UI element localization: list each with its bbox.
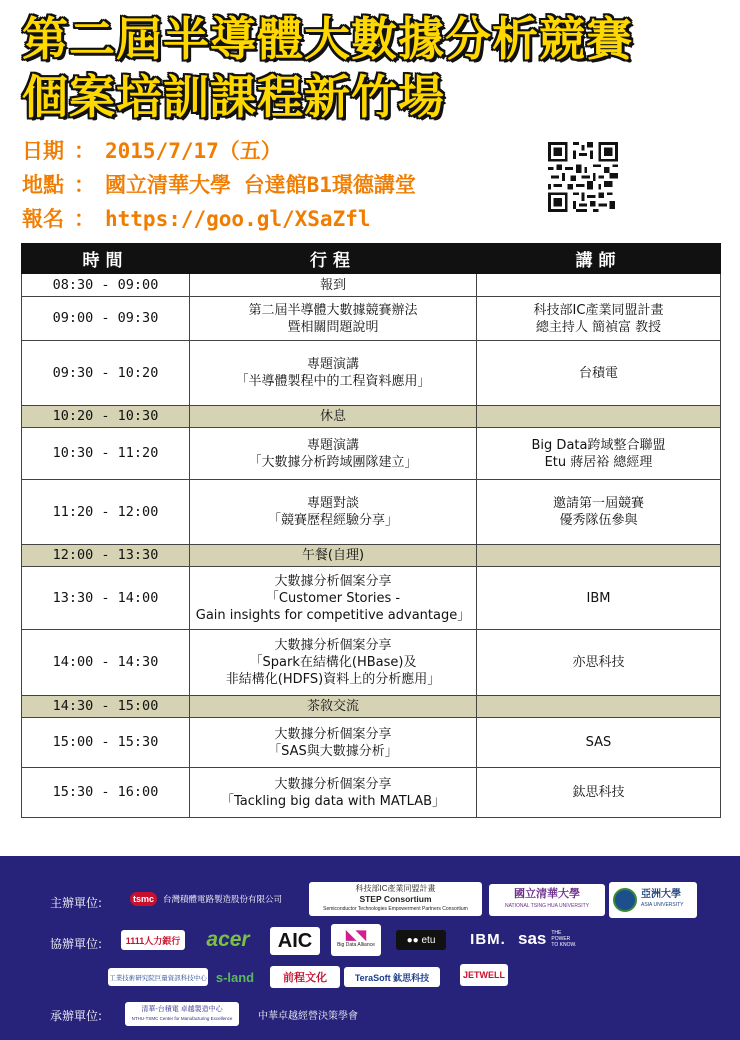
speaker-line: Etu 蔣居裕 總經理: [544, 454, 653, 470]
sas-name: sas: [518, 929, 547, 948]
step-sub: Semiconductor Technologies Empowerment Partners Consortium: [323, 906, 468, 912]
sas-tagline: THE POWER TO KNOW.: [551, 930, 577, 948]
nthu-en: NATIONAL TSING HUA UNIVERSITY: [504, 903, 590, 909]
table-row: [22, 480, 721, 545]
break-row: [22, 545, 721, 567]
aic-logo[interactable]: AIC: [270, 927, 320, 955]
speaker-line: 科技部IC產業同盟計畫: [533, 302, 664, 318]
co-organizer-label: 協辦單位:: [50, 937, 103, 951]
program-line: 「半導體製程中的工程資料應用」: [235, 374, 431, 389]
program-line: 「Customer Stories -: [265, 590, 401, 606]
asia-seal-icon: [613, 888, 637, 912]
header-speaker: 講師: [477, 244, 721, 274]
date-value: 2015/7/17（五）: [105, 139, 282, 163]
asia-en: ASIA UNIVERSITY: [641, 902, 684, 908]
program-cell: [190, 274, 477, 297]
nthu-logo[interactable]: [489, 884, 605, 916]
signup-label: 報名: [22, 207, 64, 231]
program-line: 茶敘交流: [306, 699, 359, 714]
table-row: [22, 297, 721, 341]
asia-name: 亞洲大學: [641, 889, 681, 900]
speaker-cell: [477, 630, 721, 696]
speaker-cell: [477, 567, 721, 630]
step-consortium-logo[interactable]: [309, 882, 482, 916]
date-label: 日期: [22, 139, 64, 163]
step-title: 科技部IC產業同盟計畫: [355, 884, 436, 893]
program-cell: [190, 341, 477, 406]
speaker-line: SAS: [585, 735, 612, 750]
speaker-line: 優秀隊伍參與: [559, 513, 638, 528]
time-cell: 11:20 - 12:00: [22, 480, 190, 545]
jetwell-logo[interactable]: JETWELL: [460, 964, 508, 986]
acer-logo[interactable]: acer: [206, 928, 250, 951]
bda-name: Big Data Alliance: [337, 942, 375, 948]
time-cell: 12:00 - 13:30: [22, 545, 190, 567]
terasoft-logo[interactable]: TeraSoft 鈦思科技: [344, 967, 440, 987]
time-cell: 15:00 - 15:30: [22, 718, 190, 768]
table-row: [22, 630, 721, 696]
ibm-logo[interactable]: IBM.: [470, 930, 506, 948]
program-cell: [190, 768, 477, 818]
colon: ：: [74, 173, 95, 197]
speaker-cell: [477, 428, 721, 480]
speaker-cell: [477, 696, 721, 718]
program-cell: [190, 567, 477, 630]
speaker-cell: [477, 406, 721, 428]
program-line: 「Spark在結構化(HBase)及: [249, 655, 417, 670]
program-line: 暨相關問題說明: [287, 319, 379, 335]
speaker-cell: [477, 297, 721, 341]
nthu-name: 國立清華大學: [514, 888, 580, 900]
speaker-line: 總主持人 簡禎富 教授: [535, 319, 662, 335]
program-cell: [190, 480, 477, 545]
program-line: 第二屆半導體大數據競賽辦法: [248, 302, 418, 318]
qr-code-icon[interactable]: [548, 142, 618, 212]
tsmc-emblem-icon: tsmc: [130, 892, 157, 906]
break-row: [22, 696, 721, 718]
program-cell: [190, 696, 477, 718]
bda-emblem-icon: ◣◥: [346, 927, 366, 942]
program-line: 「SAS與大數據分析」: [268, 743, 398, 759]
speaker-line: Big Data跨域整合聯盟: [531, 437, 666, 453]
program-line: 專題演講: [306, 437, 359, 453]
speaker-cell: [477, 341, 721, 406]
program-cell: [190, 718, 477, 768]
colon: ：: [74, 139, 95, 163]
program-cell: [190, 428, 477, 480]
organizer-label: 主辦單位:: [50, 896, 103, 910]
program-line: 「競賽歷程經驗分享」: [267, 513, 398, 528]
schedule-table: [21, 243, 721, 818]
program-cell: [190, 630, 477, 696]
signup-row: [22, 202, 542, 236]
speaker-cell: [477, 718, 721, 768]
big-data-alliance-logo[interactable]: [331, 924, 381, 956]
program-line: 非結構化(HDFS)資料上的分析應用」: [225, 672, 441, 687]
table-row: [22, 341, 721, 406]
poster-title: [22, 10, 722, 126]
table-row: [22, 428, 721, 480]
table-row: [22, 567, 721, 630]
center-name: 清華-台積電 卓越製造中心: [141, 1006, 223, 1013]
program-line: 專題演講: [306, 357, 359, 372]
speaker-cell: [477, 545, 721, 567]
speaker-cell: [477, 480, 721, 545]
place-row: [22, 168, 542, 202]
tsmc-name: 台灣積體電路製造股份有限公司: [163, 894, 283, 904]
header-program: 行程: [190, 244, 477, 274]
program-line: 午餐(自理): [301, 548, 365, 563]
bank1111-logo[interactable]: 1111人力銀行: [121, 930, 185, 950]
time-cell: 08:30 - 09:00: [22, 274, 190, 297]
speaker-line: 鈦思科技: [572, 785, 625, 800]
colon: ：: [74, 207, 95, 231]
time-cell: 10:20 - 10:30: [22, 406, 190, 428]
title-line-1: 第二屆半導體大數據分析競賽: [22, 12, 633, 66]
society-name[interactable]: 中華卓越經營決策學會: [258, 1011, 358, 1022]
time-cell: 10:30 - 11:20: [22, 428, 190, 480]
etu-name: etu: [421, 934, 436, 946]
header-time: 時間: [22, 244, 190, 274]
signup-link[interactable]: https://goo.gl/XSaZfl: [105, 207, 371, 231]
speaker-line: IBM: [586, 590, 611, 606]
chienwen-logo[interactable]: 前程文化: [270, 966, 340, 988]
program-line: 大數據分析個案分享: [274, 776, 392, 792]
program-cell: [190, 297, 477, 341]
sponsor-footer: [0, 856, 740, 1040]
sas-logo[interactable]: [514, 926, 596, 952]
program-line: 「大數據分析跨域團隊建立」: [248, 454, 418, 470]
break-row: [22, 406, 721, 428]
table-header-row: [22, 244, 721, 274]
table-row: [22, 768, 721, 818]
speaker-line: 亦思科技: [572, 655, 625, 670]
contractor-label: 承辦單位:: [50, 1009, 103, 1023]
etu-logo[interactable]: [396, 930, 446, 950]
place-label: 地點: [22, 173, 64, 197]
center-name-en: NTHU-TSMC Center for Manufacturing Excellence: [131, 1016, 233, 1021]
time-cell: 13:30 - 14:00: [22, 567, 190, 630]
program-line: 大數據分析個案分享: [274, 638, 392, 653]
tsmc-logo[interactable]: [126, 886, 306, 912]
program-line: 大數據分析個案分享: [274, 726, 392, 742]
place-value: 國立清華大學 台達館B1璟德講堂: [105, 173, 416, 197]
nthu-tsmc-center-logo[interactable]: [125, 1002, 239, 1026]
time-cell: 14:00 - 14:30: [22, 630, 190, 696]
sland-logo[interactable]: s-land: [215, 969, 255, 985]
asia-university-logo[interactable]: [609, 882, 697, 918]
time-cell: 15:30 - 16:00: [22, 768, 190, 818]
program-cell: [190, 406, 477, 428]
program-line: Gain insights for competitive advantage」: [195, 607, 471, 623]
program-line: 專題對談: [306, 496, 359, 511]
program-line: 報到: [319, 277, 346, 293]
speaker-cell: [477, 768, 721, 818]
step-name: STEP Consortium: [359, 894, 432, 904]
date-row: [22, 134, 542, 168]
table-row: [22, 718, 721, 768]
speaker-cell: [477, 274, 721, 297]
itri-logo[interactable]: 工業技術研究院巨量資訊科技中心: [108, 968, 208, 986]
program-cell: [190, 545, 477, 567]
event-info: [22, 134, 542, 236]
speaker-line: 邀請第一屆競賽: [552, 496, 644, 511]
etu-dots-icon: ●●: [406, 934, 419, 946]
title-line-2: 個案培訓課程新竹場: [22, 70, 445, 124]
program-line: 「Tackling big data with MATLAB」: [220, 793, 446, 809]
time-cell: 14:30 - 15:00: [22, 696, 190, 718]
time-cell: 09:00 - 09:30: [22, 297, 190, 341]
time-cell: 09:30 - 10:20: [22, 341, 190, 406]
program-line: 大數據分析個案分享: [274, 573, 392, 589]
speaker-line: 台積電: [578, 365, 618, 381]
table-row: [22, 274, 721, 297]
program-line: 休息: [319, 409, 346, 424]
